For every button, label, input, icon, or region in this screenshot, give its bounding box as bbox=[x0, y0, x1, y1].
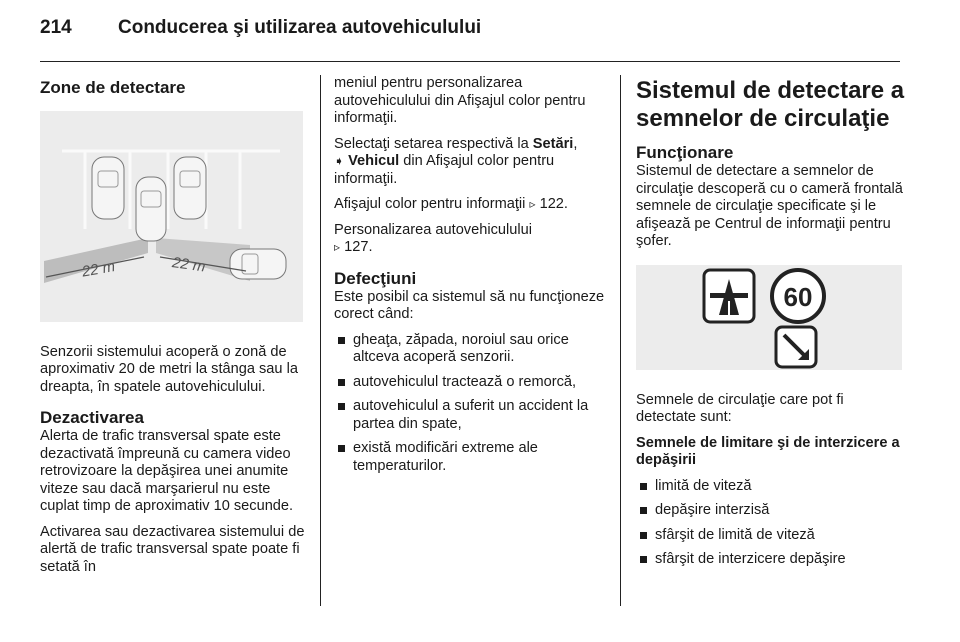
paragraph-color-display-ref bbox=[334, 196, 608, 214]
arrow-icon: ➧ bbox=[334, 154, 345, 168]
page-number: 214 bbox=[40, 17, 72, 38]
page-header bbox=[40, 17, 920, 47]
list-item: sfârşit de interzicere depăşire bbox=[636, 551, 906, 569]
list-item: gheaţa, zăpada, noroiul sau orice altceva acoperă senzorii. bbox=[334, 332, 608, 367]
speed-limit-sign-icon bbox=[772, 270, 824, 322]
paragraph-function: Sistemul de detectare a semnelor de circulaţie descoperă cu o cameră frontală semnele de circulaţie specificate şi le afişează pe Centrul de informaţii pentru şofer. bbox=[636, 163, 903, 249]
paragraph-faults-intro: Este posibil ca sistemul să nu funcţioneze corect când: bbox=[334, 288, 605, 322]
end-of-restriction-sign-icon bbox=[776, 327, 816, 367]
personalization-text: Personalizarea autovehiculului bbox=[334, 221, 532, 238]
column-2 bbox=[334, 75, 608, 482]
vehicle-label: Vehicul bbox=[348, 153, 400, 169]
settings-separator: , bbox=[573, 135, 578, 152]
list-item: sfârşit de limită de viteză bbox=[636, 527, 906, 545]
traffic-signs-figure bbox=[636, 265, 902, 370]
column-divider-1 bbox=[320, 75, 321, 606]
header-rule bbox=[40, 61, 900, 62]
section-title-detection-zones: Zone de detectare bbox=[40, 78, 186, 97]
paragraph-deactivation: Alerta de trafic transversal spate este dezactivată împreună cu camera video retrovizoare la depăşirea unei anumite viteze sau dacă marşarierul nu este cuplat timp de aproximativ 10 secunde. bbox=[40, 428, 294, 514]
paragraph-detectable-signs: Semnele de circulaţie care pot fi detectate sunt: bbox=[636, 391, 844, 425]
paragraph-personalization-menu: meniul pentru personalizarea autovehiculului din Afişajul color pentru informaţii. bbox=[334, 75, 586, 126]
motorway-sign-icon bbox=[704, 270, 754, 322]
list-item: există modificări extreme ale temperaturilor. bbox=[334, 440, 608, 475]
section-title-traffic-sign-detection: Sistemul de detectare a semnelor de circulaţie bbox=[636, 77, 905, 132]
page-ref-icon: ▹ bbox=[529, 197, 536, 211]
column-3 bbox=[636, 75, 906, 576]
subheading-limit-signs: Semnele de limitare şi de interzicere a depăşirii bbox=[636, 434, 900, 468]
color-display-text: Afişajul color pentru informaţii bbox=[334, 196, 530, 212]
column-divider-2 bbox=[620, 75, 621, 606]
detection-zone-figure bbox=[40, 111, 303, 322]
paragraph-sensor-range: Senzorii sistemului acoperă o zonă de aproximativ 20 de metri la stânga sau la dreapta, în spatele autovehiculului. bbox=[40, 343, 298, 395]
column-1 bbox=[40, 75, 306, 584]
list-item: autovehiculul a suferit un accident la partea din spate, bbox=[334, 398, 608, 433]
section-title-deactivation: Dezactivarea bbox=[40, 408, 144, 427]
traffic-signs-illustration bbox=[636, 265, 902, 370]
section-title-faults: Defecţiuni bbox=[334, 268, 417, 288]
right-distance-label: 22 m bbox=[171, 253, 207, 276]
settings-label: Setări bbox=[532, 135, 574, 152]
left-distance-label: 22 m bbox=[80, 257, 117, 281]
detection-zone-illustration bbox=[40, 111, 303, 322]
sign-types-list bbox=[636, 478, 906, 569]
paragraph-select-settings bbox=[334, 136, 608, 189]
speed-sign-value: 60 bbox=[783, 281, 813, 312]
select-settings-prefix: Selectaţi setarea respectivă la bbox=[334, 135, 533, 152]
section-title-function: Funcţionare bbox=[636, 143, 734, 162]
chapter-title: Conducerea şi utilizarea autovehiculului bbox=[118, 17, 482, 38]
color-display-page-ref[interactable]: 122. bbox=[539, 196, 568, 212]
list-item: limită de viteză bbox=[636, 478, 906, 496]
list-item: depăşire interzisă bbox=[636, 502, 906, 520]
faults-list bbox=[334, 332, 608, 476]
paragraph-personalization-ref bbox=[334, 222, 608, 257]
personalization-page-ref[interactable]: 127. bbox=[344, 239, 373, 255]
paragraph-activation: Activarea sau dezactivarea sistemului de alertă de trafic transversal spate poate fi setată în bbox=[40, 523, 305, 575]
list-item: autovehiculul tractează o remorcă, bbox=[334, 374, 608, 392]
page-ref-icon: ▹ bbox=[334, 240, 341, 254]
select-settings-suffix: din Afişajul color pentru informaţii. bbox=[334, 153, 555, 187]
